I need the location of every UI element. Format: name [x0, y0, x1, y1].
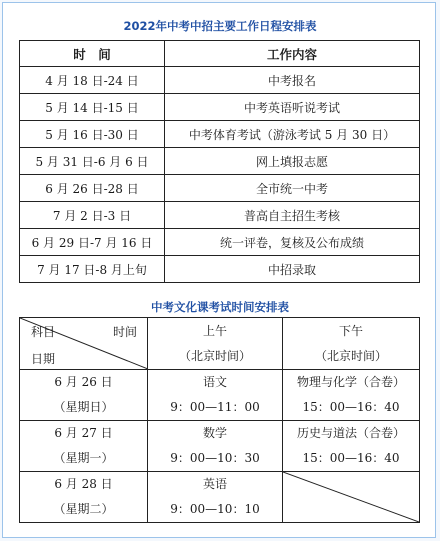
schedule-work: 中考英语听说考试: [165, 94, 420, 121]
exam-weekday: （星期二）: [53, 502, 114, 516]
afternoon-exam-cell: [283, 421, 420, 472]
exam-row: [20, 370, 420, 421]
afternoon-exam-cell: [283, 370, 420, 421]
exam-title: 中考文化课考试时间安排表: [151, 300, 289, 314]
schedule-work: 中考体育考试（游泳考试 5 月 30 日）: [165, 121, 420, 148]
morning-note: （北京时间）: [178, 348, 251, 363]
exam-date-cell: [20, 370, 148, 421]
morning-label: 上午: [202, 323, 227, 338]
schedule-title: 2022年中考中招主要工作日程安排表: [123, 19, 317, 33]
schedule-time: 7 月 17 日-8 月上旬: [20, 256, 165, 283]
exam-row: [20, 472, 420, 523]
subject-label: 科目: [31, 325, 56, 339]
schedule-time: 5 月 14 日-15 日: [20, 94, 165, 121]
exam-header-row: [20, 318, 420, 370]
schedule-time: 6 月 29 日-7 月 16 日: [20, 229, 165, 256]
exam-subject: 数学: [202, 426, 227, 440]
exam-weekday: （星期一）: [53, 451, 114, 465]
time-header: 时 间: [20, 41, 165, 67]
exam-date-cell: [20, 421, 148, 472]
schedule-work: 中招录取: [165, 256, 420, 283]
afternoon-header: [283, 318, 420, 370]
schedule-time: 4 月 18 日-24 日: [20, 67, 165, 94]
schedule-work: 全市统一中考: [165, 175, 420, 202]
schedule-work: 中考报名: [165, 67, 420, 94]
schedule-time: 5 月 16 日-30 日: [20, 121, 165, 148]
schedule-row: [20, 175, 420, 202]
schedule-row: [20, 121, 420, 148]
exam-date: 6 月 28 日: [54, 477, 113, 491]
morning-exam-cell: [148, 421, 283, 472]
schedule-work: 统一评卷，复核及公布成绩: [165, 229, 420, 256]
exam-row: [20, 421, 420, 472]
schedule-row: [20, 148, 420, 175]
slash-line: [283, 472, 419, 522]
exam-subject: 物理与化学（合卷）: [296, 375, 405, 389]
exam-weekday: （星期日）: [53, 400, 114, 414]
work-header: 工作内容: [165, 41, 420, 67]
morning-exam-cell: [148, 472, 283, 523]
exam-time: 15：00—16：40: [302, 451, 400, 465]
exam-time: 9：00—11：00: [170, 400, 260, 414]
date-label: 日期: [31, 352, 56, 366]
exam-time: 9：00—10：30: [170, 451, 260, 465]
exam-table: [19, 317, 420, 523]
schedule-time: 6 月 26 日-28 日: [20, 175, 165, 202]
morning-exam-cell: [148, 370, 283, 421]
exam-time: 15：00—16：40: [302, 400, 400, 414]
schedule-row: [20, 229, 420, 256]
schedule-row: [20, 256, 420, 283]
schedule-row: [20, 94, 420, 121]
time-label: 时间: [112, 325, 137, 339]
schedule-work: 网上填报志愿: [165, 148, 420, 175]
exam-subject: 历史与道法（合卷）: [296, 426, 405, 440]
exam-date-cell: [20, 472, 148, 523]
schedule-header-row: [20, 41, 420, 67]
morning-header: [148, 318, 283, 370]
schedule-table: [19, 40, 420, 283]
exam-subject: 语文: [202, 375, 227, 389]
afternoon-note: （北京时间）: [314, 348, 387, 363]
schedule-time: 7 月 2 日-3 日: [20, 202, 165, 229]
schedule-row: [20, 202, 420, 229]
exam-date: 6 月 27 日: [54, 426, 113, 440]
exam-time: 9：00—10：10: [170, 502, 260, 516]
afternoon-label: 下午: [338, 323, 363, 338]
empty-slashed-cell: [283, 472, 420, 523]
schedule-time: 5 月 31 日-6 月 6 日: [20, 148, 165, 175]
diagonal-header-cell: [20, 318, 148, 370]
exam-subject: 英语: [202, 477, 227, 491]
schedule-work: 普高自主招生考核: [165, 202, 420, 229]
exam-date: 6 月 26 日: [54, 375, 113, 389]
schedule-row: [20, 67, 420, 94]
